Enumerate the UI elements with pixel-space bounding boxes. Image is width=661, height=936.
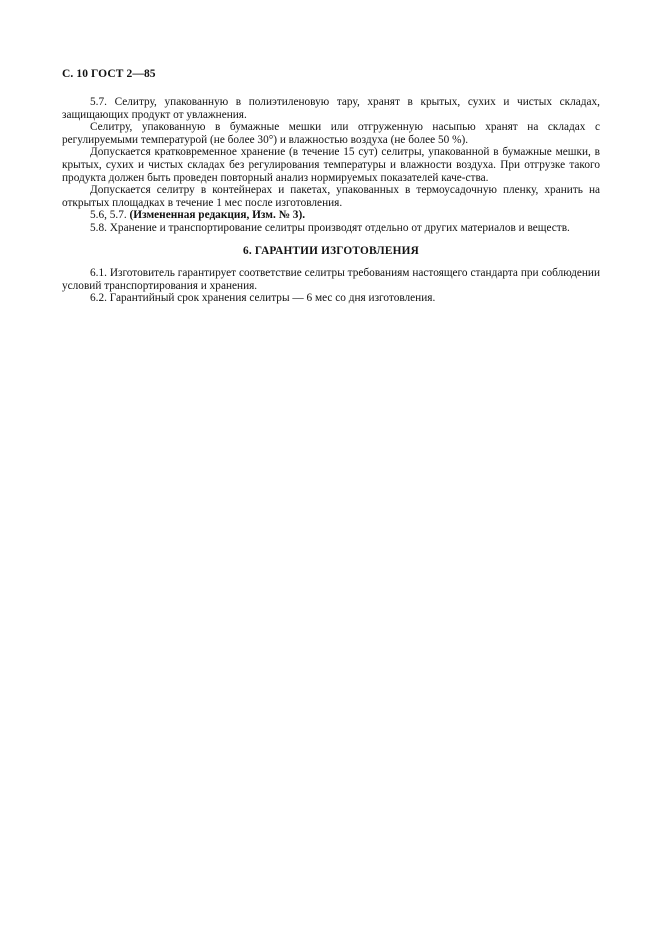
paragraph-6-1: 6.1. Изготовитель гарантирует соответствие селитры требованиям настоящего стандарта при соблюдении условий транспортирования и хранения. xyxy=(62,267,600,292)
revision-note: (Измененная редакция, Изм. № 3). xyxy=(129,209,306,222)
paragraph-5-8: 5.8. Хранение и транспортирование селитры производят отдельно от других материалов и веществ. xyxy=(90,221,570,234)
revision-prefix: 5.6, 5.7. xyxy=(90,209,130,222)
paragraph-revision xyxy=(62,209,600,222)
paragraph-6-2: 6.2. Гарантийный срок хранения селитры — 6 мес со дня изготовления. xyxy=(90,292,436,305)
section-6-title: 6. ГАРАНТИИ ИЗГОТОВЛЕНИЯ xyxy=(243,244,419,257)
document-body xyxy=(62,96,600,305)
paragraph-containers: Допускается селитру в контейнерах и пакетах, упакованных в термоусадочную пленку, хранить на открытых площадках в течение 1 мес после изготовления. xyxy=(62,184,600,209)
paragraph-short-term-storage: Допускается кратковременное хранение (в течение 15 сут) селитры, упакованной в бумажные мешки, в крытых, сухих и чистых складах без регулирования температуры и влажности воздуха. При отгрузке такого продукта должен быть проведен повторный анализ нормируемых показателей каче-ства. xyxy=(62,146,600,184)
paragraph-5-7: 5.7. Селитру, упакованную в полиэтиленовую тару, хранят в крытых, сухих и чистых складах, защищающих продукт от увлажнения. xyxy=(62,96,600,121)
page-header: С. 10 ГОСТ 2—85 xyxy=(62,68,156,80)
paragraph-paper-bags: Селитру, упакованную в бумажные мешки или отгруженную насыпью хранят на складах с регулируемыми температурой (не более 30°) и влажностью воздуха (не более 50 %). xyxy=(62,121,600,146)
